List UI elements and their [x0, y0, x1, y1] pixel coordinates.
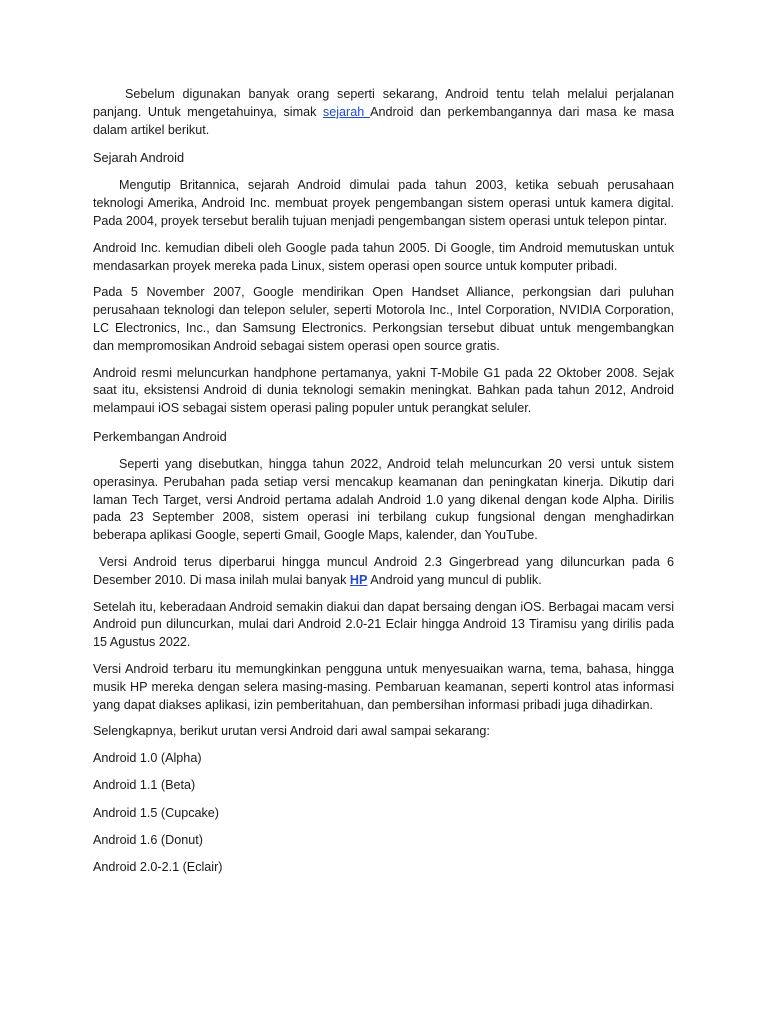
- perkembangan-paragraph-4: Versi Android terbaru itu memungkinkan pengguna untuk menyesuaikan warna, tema, bahasa, hingga musik HP mereka dengan selera masing-masing. Pembaruan keamanan, seperti kontrol atas informasi yang dapat diakses aplikasi, izin pemberitahuan, dan pembersihan informasi pribadi juga dihadirkan.: [93, 661, 674, 712]
- list-item: Android 1.5 (Cupcake): [93, 805, 220, 820]
- intro-text-after: Android dan perkembangannya dari masa ke masa dalam artikel berikut.: [93, 104, 674, 137]
- list-item: Android 1.0 (Alpha): [93, 751, 202, 766]
- perkembangan-paragraph-5: Selengkapnya, berikut urutan versi Android dari awal sampai sekarang:: [93, 724, 490, 739]
- section-heading-perkembangan: Perkembangan Android: [93, 428, 227, 444]
- intro-text-before: Sebelum digunakan banyak orang seperti sekarang, Android tentu telah melalui perjalanan panjang. Untuk mengetahuinya, simak: [93, 87, 674, 119]
- sejarah-paragraph-2: Android Inc. kemudian dibeli oleh Google pada tahun 2005. Di Google, tim Android memutuskan untuk mendasarkan proyek mereka pada Linux, sistem operasi open source untuk komputer pribadi.: [93, 240, 674, 273]
- list-item: Android 1.6 (Donut): [93, 833, 203, 847]
- section-heading-sejarah: Sejarah Android: [93, 150, 185, 166]
- sejarah-paragraph-3: Pada 5 November 2007, Google mendirikan Open Handset Alliance, perkongsian dari puluhan perusahaan teknologi dan telepon seluler, seperti Motorola Inc., Intel Corporation, NVIDIA Corporation, LC Electronics, Inc., dan Samsung Electronics. Perkongsian tersebut dibuat untuk mengembangkan dan mempromosikan Android sebagai sistem operasi open source gratis.: [93, 285, 674, 353]
- intro-paragraph: [93, 86, 674, 139]
- hp-link[interactable]: HP: [349, 572, 368, 587]
- perkembangan-paragraph-1: Seperti yang disebutkan, hingga tahun 2022, Android telah meluncurkan 20 versi untuk sistem operasinya. Perubahan pada setiap versi mencakup keamanan dan peningkatan kinerja. Dikutip dari laman Tech Target, versi Android pertama adalah Android 1.0 yang dikenal dengan kode Alpha. Dirilis pada 23 September 2008, sistem operasi ini terbilang cukup fungsional dengan menghadirkan beberapa aplikasi Google, seperti Gmail, Google Maps, kalender, dan YouTube.: [93, 456, 674, 543]
- p2-text-after: Android yang muncul di publik.: [367, 572, 542, 587]
- sejarah-paragraph-1: Mengutip Britannica, sejarah Android dimulai pada tahun 2003, ketika sebuah perusahaan teknologi Amerika, Android Inc. membuat proyek pengembangan sistem operasi untuk kamera digital. Pada 2004, proyek tersebut beralih tujuan menjadi pengembangan sistem operasi untuk telepon pintar.: [93, 178, 674, 228]
- list-item: Android 1.1 (Beta): [93, 778, 196, 793]
- list-item: Android 2.0-2.1 (Eclair): [93, 860, 223, 875]
- perkembangan-paragraph-3: Setelah itu, keberadaan Android semakin diakui dan dapat bersaing dengan iOS. Berbagai macam versi Android pun diluncurkan, mulai dari Android 2.0-21 Eclair hingga Android 13 Tiramisu yang dirilis pada 15 Agustus 2022.: [93, 599, 674, 650]
- sejarah-link[interactable]: sejarah: [322, 104, 371, 119]
- version-list: [93, 750, 674, 877]
- perkembangan-paragraph-2: [93, 554, 674, 590]
- p2-text-before: Versi Android terus diperbarui hingga muncul Android 2.3 Gingerbread yang diluncurkan pada 6 Desember 2010. Di masa inilah mulai banyak: [93, 554, 674, 587]
- sejarah-paragraph-4: Android resmi meluncurkan handphone pertamanya, yakni T-Mobile G1 pada 22 Oktober 2008. Sejak saat itu, eksistensi Android di dunia teknologi semakin meningkat. Bahkan pada tahun 2012, Android melampaui iOS sebagai sistem operasi paling populer untuk perangkat seluler.: [93, 365, 674, 416]
